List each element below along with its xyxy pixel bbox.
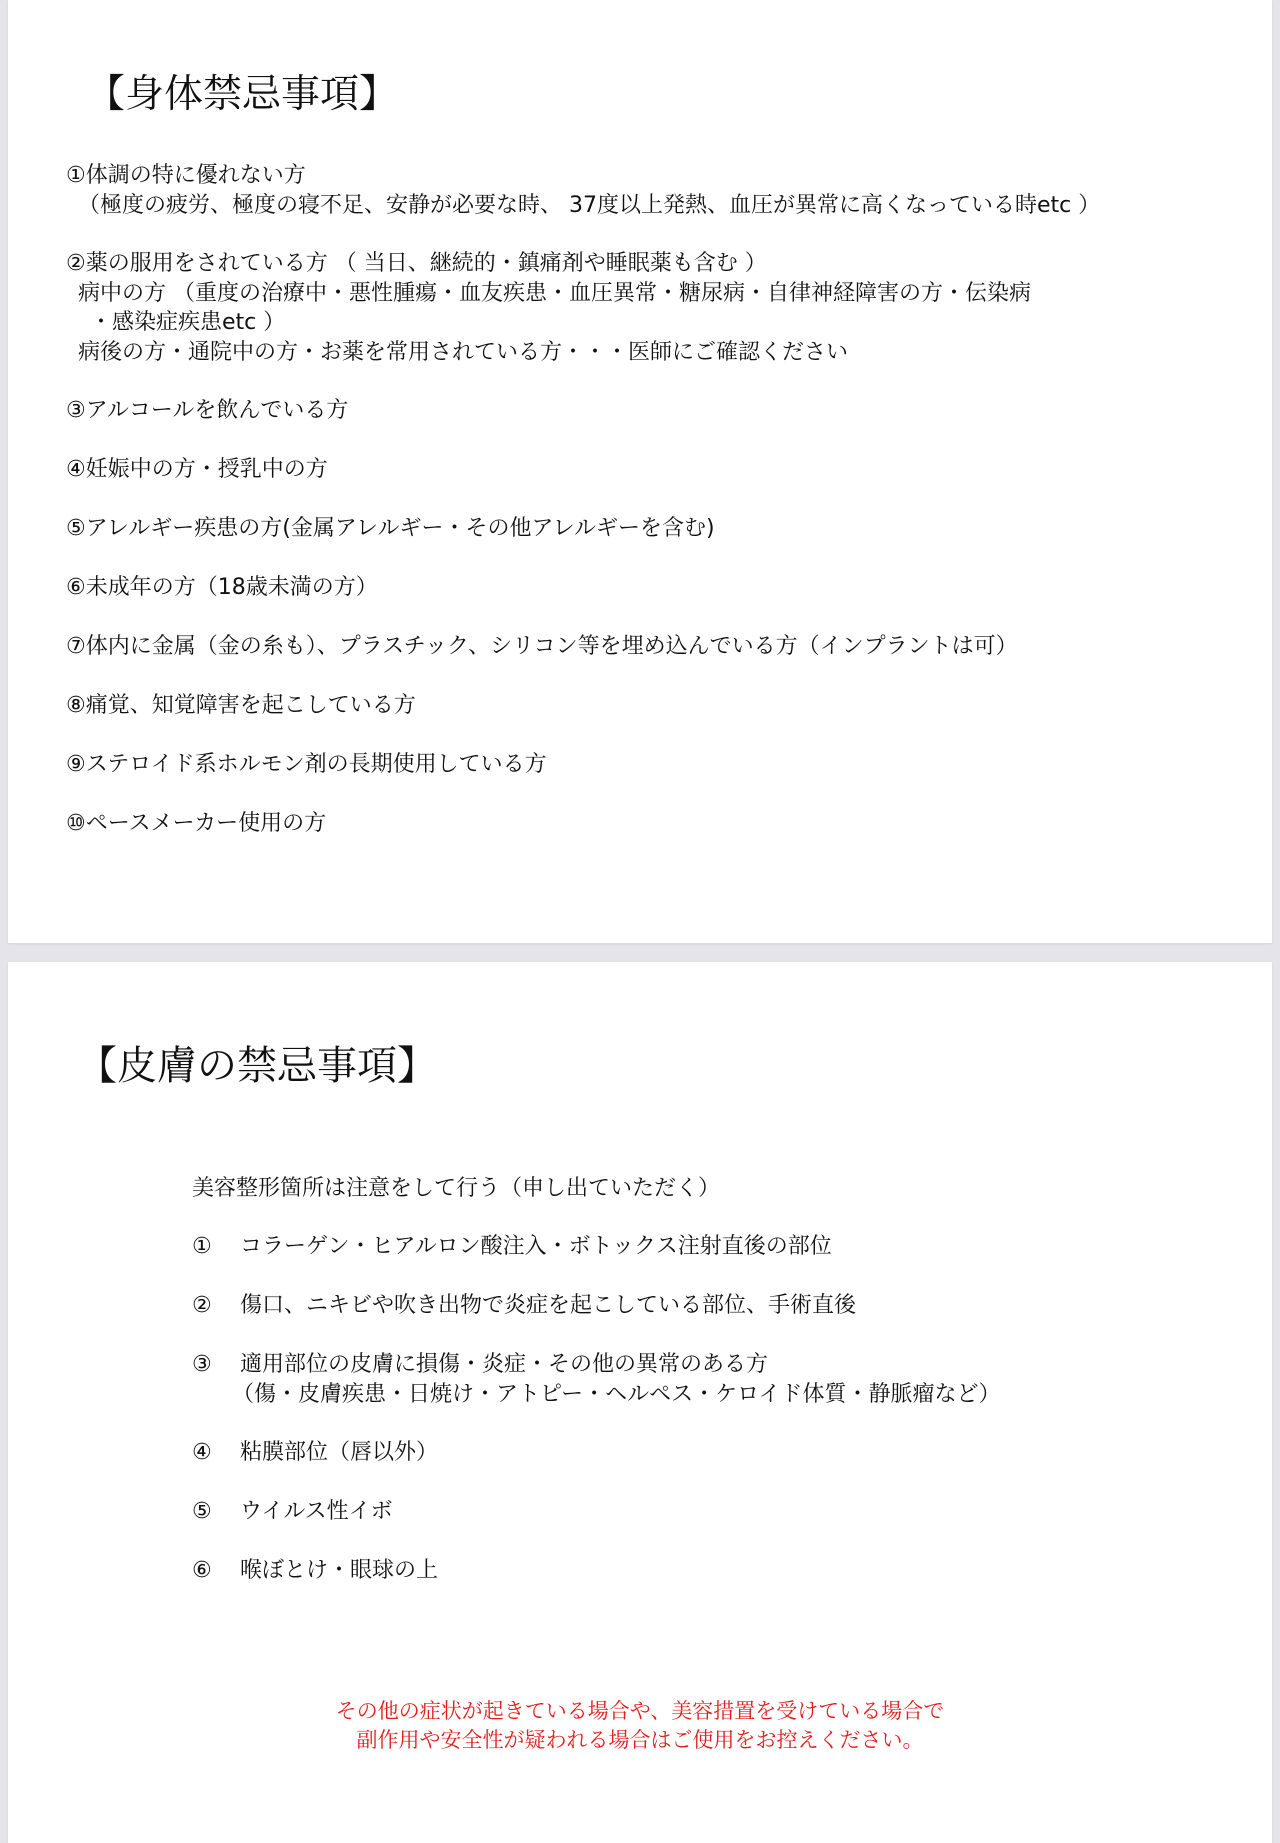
item-detail: ・感染症疾患etc ） bbox=[90, 310, 286, 335]
item-title: ⑧痛覚、知覚障害を起こしている方 bbox=[66, 693, 416, 718]
list-item bbox=[66, 632, 1018, 662]
body-contraindications-title: 【身体禁忌事項】 bbox=[86, 72, 399, 117]
item-title: ⑤アレルギー疾患の方(金属アレルギー・その他アレルギーを含む) bbox=[66, 516, 715, 541]
item-text: 粘膜部位（唇以外） bbox=[240, 1440, 439, 1465]
item-title: ④妊娠中の方・授乳中の方 bbox=[66, 457, 328, 482]
item-title: ⑨ステロイド系ホルモン剤の長期使用している方 bbox=[66, 752, 547, 777]
item-detail: （傷・皮膚疾患・日焼け・アトピー・ヘルペス・ケロイド体質・静脈瘤など） bbox=[232, 1381, 1001, 1407]
item-text: ウイルス性イボ bbox=[240, 1499, 393, 1524]
item-title: ①体調の特に優れない方 bbox=[66, 163, 306, 188]
item-detail: （極度の疲労、極度の寝不足、安静が必要な時、 37度以上発熱、血圧が異常に高くなっている時etc ） bbox=[78, 192, 1101, 218]
list-item bbox=[66, 809, 326, 839]
warning-notice-line: その他の症状が起きている場合や、美容措置を受けている場合で bbox=[335, 1699, 945, 1723]
item-number: ② bbox=[192, 1293, 212, 1318]
item-detail: 病中の方 （重度の治療中・悪性腫瘍・血友疾患・血圧異常・糖尿病・自律神経障害の方・伝染病 bbox=[78, 280, 1031, 306]
list-item bbox=[192, 1438, 438, 1468]
item-text: 適用部位の皮膚に損傷・炎症・その他の異常のある方 bbox=[240, 1352, 769, 1377]
list-item bbox=[66, 249, 1031, 367]
list-item bbox=[66, 396, 348, 426]
list-item bbox=[66, 750, 547, 780]
item-title: ②薬の服用をされている方 （ 当日、継続的・鎮痛剤や睡眠薬も含む ） bbox=[66, 251, 767, 276]
list-item bbox=[192, 1350, 1000, 1409]
item-title: ③アルコールを飲んでいる方 bbox=[66, 398, 349, 423]
item-title: ⑩ペースメーカー使用の方 bbox=[66, 811, 327, 836]
list-item bbox=[66, 514, 715, 544]
list-item bbox=[192, 1497, 393, 1527]
list-item bbox=[66, 691, 416, 721]
item-title: ⑥未成年の方（18歳未満の方） bbox=[66, 575, 378, 600]
item-number: ⑥ bbox=[192, 1558, 212, 1583]
list-item bbox=[192, 1232, 832, 1262]
item-number: ⑤ bbox=[192, 1499, 212, 1524]
list-item bbox=[192, 1291, 856, 1321]
warning-notice-line: 副作用や安全性が疑われる場合はご使用をお控えください。 bbox=[356, 1728, 924, 1752]
item-text: 傷口、ニキビや吹き出物で炎症を起こしている部位、手術直後 bbox=[240, 1293, 857, 1318]
skin-intro: 美容整形箇所は注意をして行う（申し出ていただく） bbox=[192, 1176, 721, 1201]
item-text: 喉ぼとけ・眼球の上 bbox=[240, 1558, 439, 1583]
item-number: ① bbox=[192, 1234, 212, 1259]
skin-contraindications-title: 【皮膚の禁忌事項】 bbox=[77, 1043, 437, 1089]
list-item bbox=[192, 1556, 438, 1586]
item-text: コラーゲン・ヒアルロン酸注入・ボトックス注射直後の部位 bbox=[240, 1234, 832, 1259]
list-item bbox=[66, 455, 328, 485]
item-number: ③ bbox=[192, 1352, 212, 1377]
list-item bbox=[66, 573, 378, 603]
item-number: ④ bbox=[192, 1440, 212, 1465]
list-item bbox=[66, 161, 1100, 220]
item-detail: 病後の方・通院中の方・お薬を常用されている方・・・医師にご確認ください bbox=[78, 339, 849, 365]
item-title: ⑦体内に金属（金の糸も）、プラスチック、シリコン等を埋め込んでいる方（インプラントは可） bbox=[66, 634, 1018, 659]
